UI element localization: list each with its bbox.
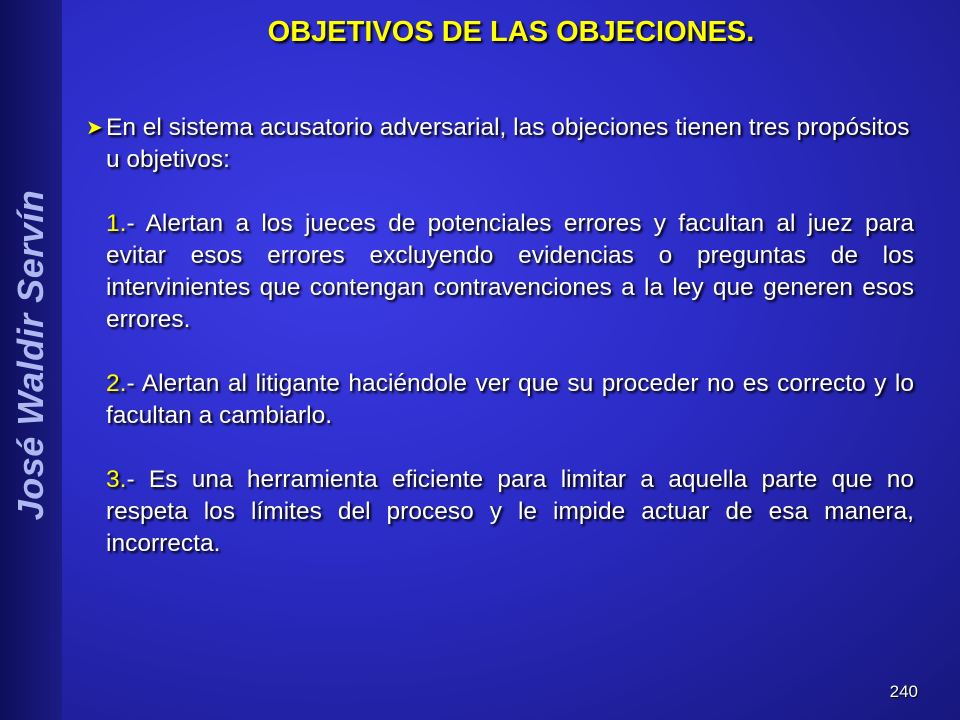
- slide-content: [88, 112, 914, 560]
- item-number: 2.: [106, 370, 127, 397]
- item-text: - Alertan al litigante haciéndole ver que su proceder no es correcto y lo facultan a cambiarlo.: [106, 370, 914, 429]
- page-number: 240: [889, 682, 918, 701]
- intro-bullet: [88, 112, 914, 176]
- item-number: 1.: [106, 210, 127, 237]
- author-name: José Waldir Servín: [10, 189, 51, 521]
- item-text: - Alertan a los jueces de potenciales errores y facultan al juez para evitar esos errores excluyendo evidencias o preguntas de los intervinientes que contengan contravenciones a la ley que generen esos errores.: [106, 210, 914, 333]
- item-number: 3.: [106, 466, 127, 493]
- item-text: - Es una herramienta eficiente para limitar a aquella parte que no respeta los límites del proceso y le impide actuar de esa manera, incorrecta.: [106, 466, 914, 557]
- arrow-bullet-icon: ➤: [86, 117, 103, 139]
- list-item: [88, 464, 914, 560]
- slide-title: OBJETIVOS DE LAS OBJECIONES.: [267, 16, 755, 48]
- list-item: [88, 208, 914, 336]
- intro-text: En el sistema acusatorio adversarial, las objeciones tienen tres propósitos u objetivos:: [106, 114, 910, 173]
- list-item: [88, 368, 914, 432]
